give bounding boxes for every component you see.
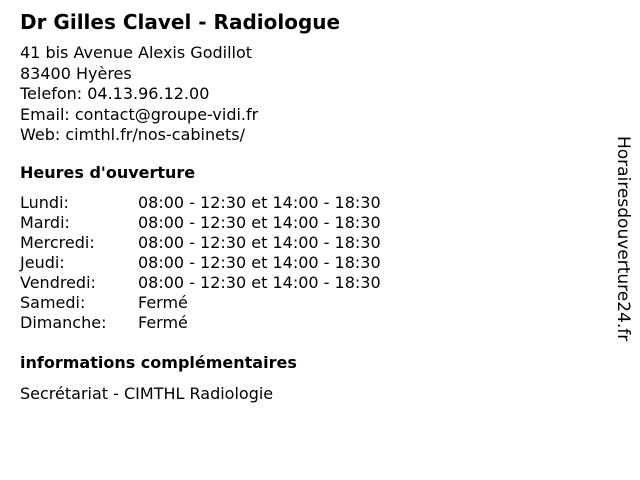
page-title: Dr Gilles Clavel - Radiologue — [20, 10, 341, 34]
additional-info-text: Secrétariat - CIMTHL Radiologie — [20, 384, 274, 403]
day-label: Jeudi: — [20, 253, 65, 272]
phone-line: Telefon: 04.13.96.12.00 — [20, 84, 210, 103]
time-value: Fermé — [138, 293, 188, 312]
day-label: Vendredi: — [20, 273, 96, 292]
time-value: 08:00 - 12:30 et 14:00 - 18:30 — [138, 253, 381, 272]
time-value: 08:00 - 12:30 et 14:00 - 18:30 — [138, 193, 381, 212]
address-line-2: 83400 Hyères — [20, 63, 132, 83]
site-watermark: Horairesdouverture24.fr — [613, 136, 633, 342]
day-label: Samedi: — [20, 293, 86, 312]
address-line-1: 41 bis Avenue Alexis Godillot — [20, 43, 253, 62]
day-label: Mercredi: — [20, 233, 95, 252]
time-value: Fermé — [138, 313, 188, 332]
time-value: 08:00 - 12:30 et 14:00 - 18:30 — [138, 273, 381, 292]
day-label: Lundi: — [20, 193, 69, 212]
additional-info-heading: informations complémentaires — [20, 353, 297, 372]
email-line: Email: contact@groupe-vidi.fr — [20, 104, 259, 124]
web-line: Web: cimthl.fr/nos-cabinets/ — [20, 125, 245, 144]
day-label: Dimanche: — [20, 313, 107, 332]
contact-block — [20, 43, 258, 146]
opening-hours-heading: Heures d'ouverture — [20, 163, 196, 182]
time-value: 08:00 - 12:30 et 14:00 - 18:30 — [138, 213, 381, 232]
day-label: Mardi: — [20, 213, 70, 232]
time-value: 08:00 - 12:30 et 14:00 - 18:30 — [138, 233, 381, 252]
